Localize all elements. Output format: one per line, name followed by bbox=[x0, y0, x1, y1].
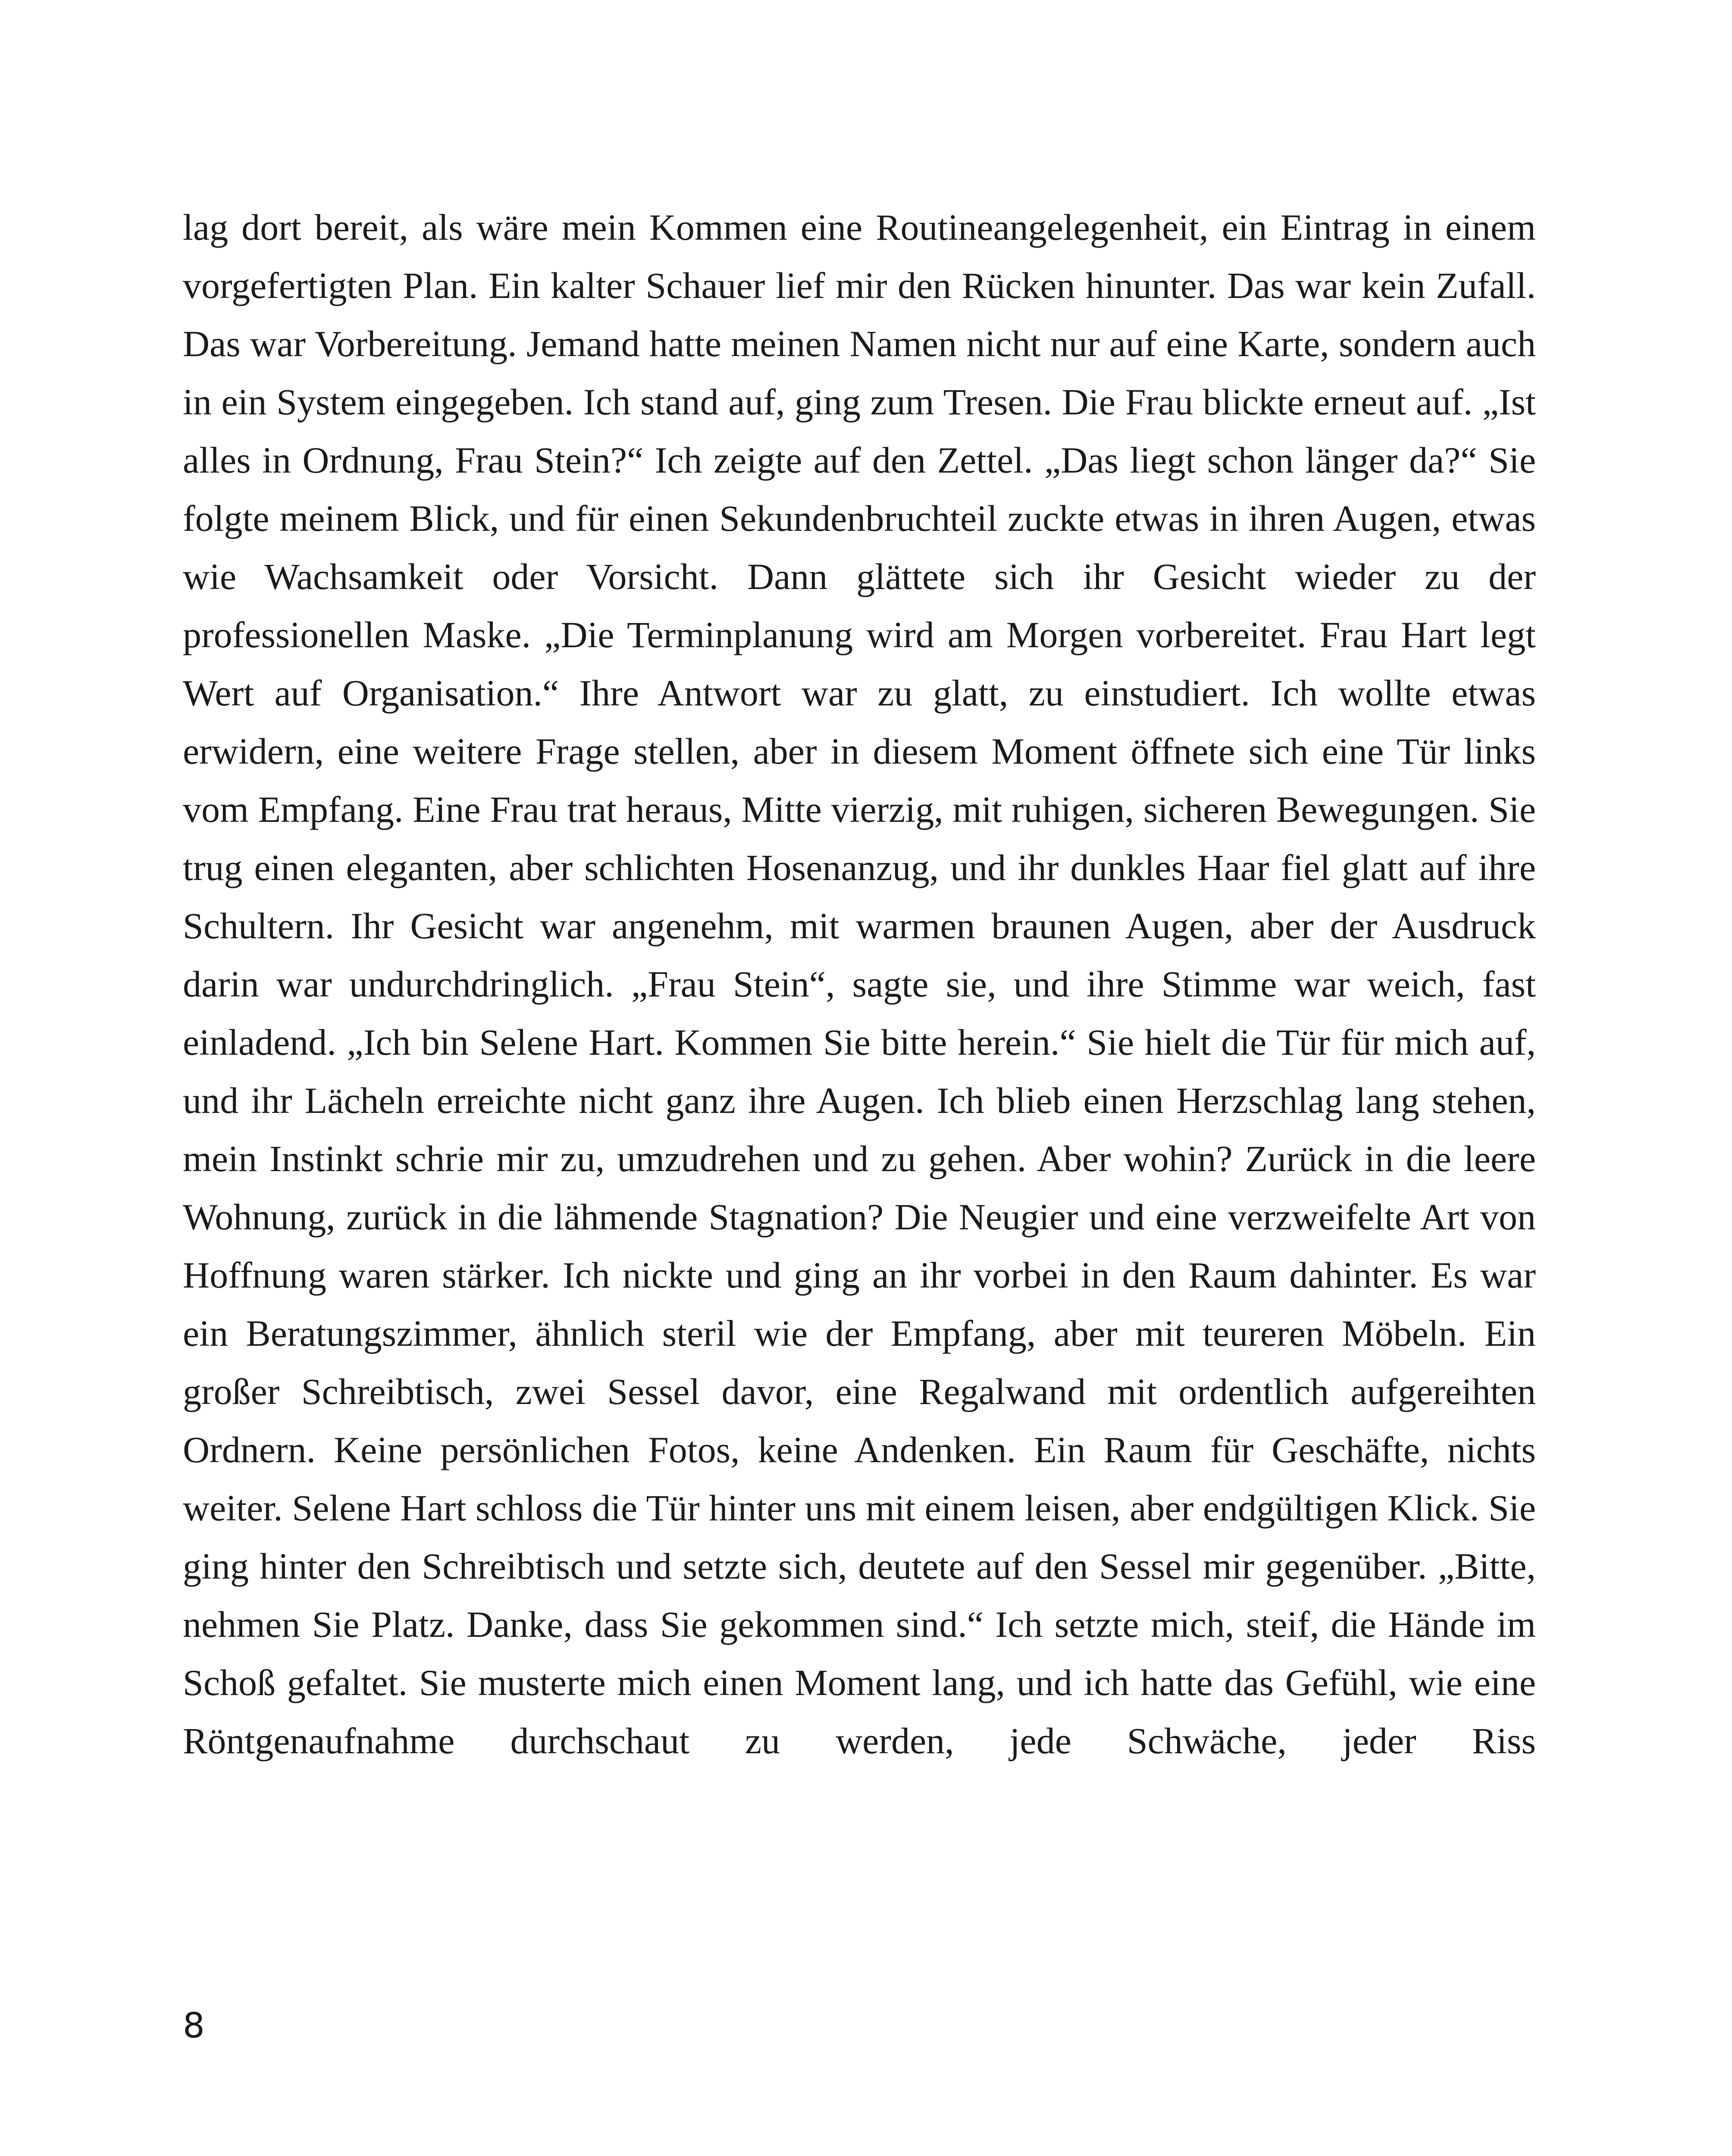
body-paragraph: lag dort bereit, als wäre mein Kommen eine Routineangelegenheit, ein Eintrag in einem vorgefertigten Plan. Ein kalter Schauer lief mir den Rücken hinunter. Das war kein Zufall. Das war Vorbereitung. Jemand hatte meinen Namen nicht nur auf eine Karte, sondern auch in ein System eingegeben. Ich stand auf, ging zum Tresen. Die Frau blickte erneut auf. „Ist alles in Ordnung, Frau Stein?“ Ich zeigte auf den Zettel. „Das liegt schon länger da?“ Sie folgte meinem Blick, und für einen Sekundenbruchteil zuckte etwas in ihren Augen, etwas wie Wachsamkeit oder Vorsicht. Dann glättete sich ihr Gesicht wieder zu der professionellen Maske. „Die Terminplanung wird am Morgen vorbereitet. Frau Hart legt Wert auf Organisation.“ Ihre Antwort war zu glatt, zu einstudiert. Ich wollte etwas erwidern, eine weitere Frage stellen, aber in diesem Moment öffnete sich eine Tür links vom Empfang. Eine Frau trat heraus, Mitte vierzig, mit ruhigen, sicheren Bewegungen. Sie trug einen eleganten, aber schlichten Hosenanzug, und ihr dunkles Haar fiel glatt auf ihre Schultern. Ihr Gesicht war angenehm, mit warmen braunen Augen, aber der Ausdruck darin war undurchdringlich. „Frau Stein“, sagte sie, und ihre Stimme war weich, fast einladend. „Ich bin Selene Hart. Kommen Sie bitte herein.“ Sie hielt die Tür für mich auf, und ihr Lächeln erreichte nicht ganz ihre Augen. Ich blieb einen Herzschlag lang stehen, mein Instinkt schrie mir zu, umzudrehen und zu gehen. Aber wohin? Zurück in die leere Wohnung, zurück in die lähmende Stagnation? Die Neugier und eine verzweifelte Art von Hoffnung waren stärker. Ich nickte und ging an ihr vorbei in den Raum dahinter. Es war ein Beratungszimmer, ähnlich steril wie der Empfang, aber mit teureren Möbeln. Ein großer Schreibtisch, zwei Sessel davor, eine Regalwand mit ordentlich aufgereihten Ordnern. Keine persönlichen Fotos, keine Andenken. Ein Raum für Geschäfte, nichts weiter. Selene Hart schloss die Tür hinter uns mit einem leisen, aber endgültigen Klick. Sie ging hinter den Schreibtisch und setzte sich, deutete auf den Sessel mir gegenüber. „Bitte, nehmen Sie Platz. Danke, dass Sie gekommen sind.“ Ich setzte mich, steif, die Hände im Schoß gefaltet. Sie musterte mich einen Moment lang, und ich hatte das Gefühl, wie eine Röntgenaufnahme durchschaut zu werden, jede Schwäche, jeder Riss bbox=[183, 207, 1536, 1761]
page-number: 8 bbox=[183, 2006, 205, 2046]
